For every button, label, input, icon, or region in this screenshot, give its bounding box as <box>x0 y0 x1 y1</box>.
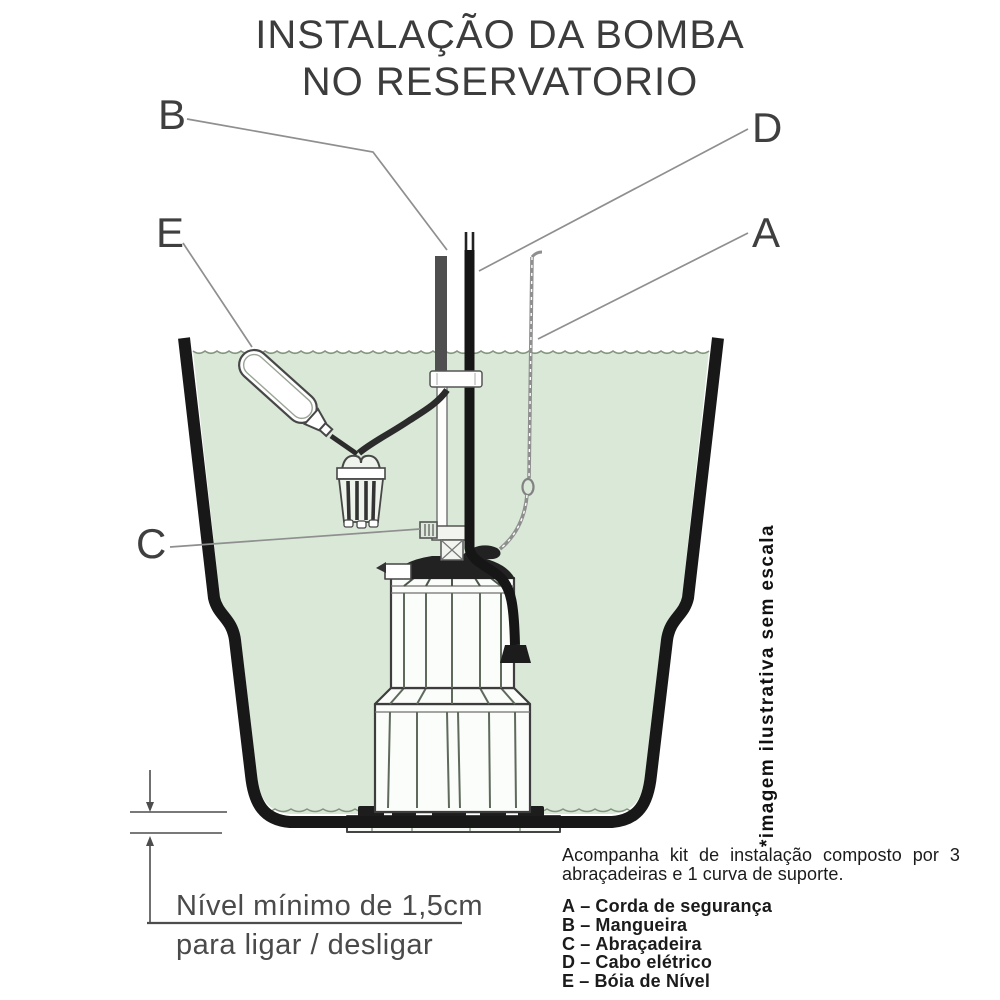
legend-label: Abraçadeira <box>595 933 702 954</box>
legend-item-d <box>562 953 960 972</box>
cable-foot <box>500 645 531 663</box>
hose-outlet-box <box>441 540 463 560</box>
min-level-note-line1: Nível mínimo de 1,5cm <box>176 890 484 922</box>
label-e: E <box>156 209 185 256</box>
label-a-leader <box>538 233 748 339</box>
clamp <box>420 522 437 538</box>
page-title-line2: NO RESERVATORIO <box>301 60 699 104</box>
legend-separator: – <box>580 952 591 973</box>
page-title <box>0 12 1000 106</box>
legend-letter: E <box>562 971 575 991</box>
hose-below-coupling <box>437 385 447 527</box>
label-a: A <box>752 209 781 256</box>
side-note: *imagem ilustrativa sem escala <box>757 524 778 847</box>
legend-letter: D <box>562 952 576 973</box>
kit-note-line1: Acompanha kit de instalação composto por 3 <box>562 845 960 865</box>
pump-side-box <box>385 564 411 579</box>
label-b: B <box>158 91 187 138</box>
legend-label: Cabo elétrico <box>595 952 713 973</box>
legend-label: Bóia de Nível <box>594 971 711 991</box>
label-e-leader <box>183 243 252 347</box>
label-d-leader <box>479 129 748 271</box>
label-b-leader <box>187 119 447 250</box>
legend-label: Mangueira <box>595 914 688 935</box>
legend-letter: C <box>562 933 576 954</box>
legend-letter: A <box>562 896 576 917</box>
kit-info-block <box>562 846 960 991</box>
legend-separator: – <box>580 914 591 935</box>
water-surface-line <box>193 351 709 353</box>
legend-label: Corda de segurança <box>595 896 773 917</box>
parts-legend <box>562 897 960 991</box>
legend-separator: – <box>580 933 591 954</box>
legend-item-b <box>562 916 960 935</box>
label-d: D <box>752 104 783 151</box>
label-c: C <box>136 520 167 567</box>
legend-item-c <box>562 935 960 954</box>
kit-note-line2: abraçadeiras e 1 curva de suporte. <box>562 863 844 884</box>
legend-item-e <box>562 972 960 991</box>
page-title-line1: INSTALAÇÃO DA BOMBA <box>255 13 745 57</box>
legend-separator: – <box>580 896 591 917</box>
min-level-note-line2: para ligar / desligar <box>176 929 434 961</box>
hose-above-coupling <box>435 256 447 374</box>
legend-separator: – <box>579 971 590 991</box>
legend-item-a <box>562 897 960 916</box>
pump-lower-body <box>375 704 530 812</box>
legend-letter: B <box>562 914 576 935</box>
cable-weight-basket <box>337 456 385 528</box>
hose-coupling <box>430 371 482 387</box>
